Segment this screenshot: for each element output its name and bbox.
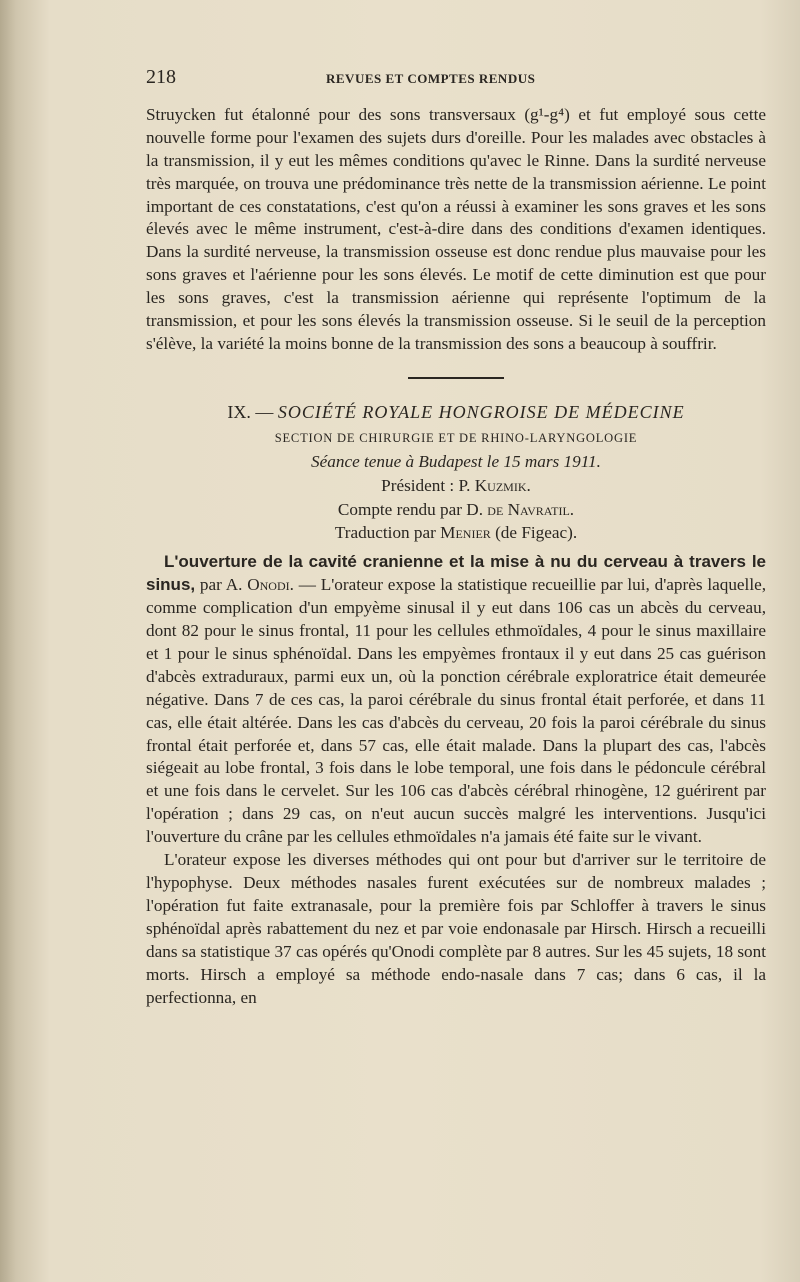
article-author: Onodi. (247, 575, 294, 595)
section-heading (146, 401, 766, 424)
article-by-label: par A. (199, 575, 243, 595)
article-title: L'ouverture de la cavité cranienne et la mise à nu du cerveau à travers le sinus, (146, 552, 766, 595)
translation-label: Traduction par (334, 523, 436, 543)
page-number: 218 (146, 66, 176, 88)
president-line (146, 475, 766, 498)
article-paragraph-1 (146, 551, 766, 849)
page-content (146, 66, 766, 1009)
running-title: REVUES ET COMPTES RENDUS (326, 71, 536, 86)
translator-name: Menier (440, 523, 491, 543)
page-header (146, 66, 766, 91)
report-particle: de (487, 499, 504, 519)
president-label: Président : P. (381, 475, 471, 495)
section-divider (408, 377, 504, 379)
translator-place: (de Figeac). (495, 523, 578, 543)
president-name: Kuzmik. (474, 475, 531, 495)
section-title: SOCIÉTÉ ROYALE HONGROISE DE MÉDECINE (277, 401, 685, 422)
subsection-heading: SECTION DE CHIRURGIE ET DE RHINO-LARYNGOLOGIE (274, 430, 638, 445)
report-line (146, 499, 766, 522)
report-name: Navratil. (507, 499, 575, 519)
section-number: IX. — (227, 401, 274, 422)
translation-line (146, 522, 766, 545)
intro-paragraph: Struycken fut étalonné pour des sons transversaux (g¹-g⁴) et fut employé sous cette nouvelle forme pour l'examen des sujets durs d'oreille. Pour les malades avec obstacles à la transmission, il y eut les mêmes conditions qu'avec le Rinne. Dans la surdité nerveuse très marquée, on trouva une prédominance très nette de la transmission aérienne. Le point important de ces constatations, c'est qu'on a réussi à examiner les sons graves et les sons élevés avec le même instrument, c'est-à-dire dans des conditions d'examen identiques. Dans la surdité nerveuse, la transmission osseuse est donc rendue plus mauvaise pour les sons graves et l'aérienne pour les sons élevés. Le motif de cette diminution est que pour les sons graves, c'est la transmission aérienne qui représente l'optimum de la transmission, et pour les sons élevés la transmission osseuse. Si le seuil de la perception s'élève, la variété la moins bonne de la transmission des sons a beaucoup à souffrir. (146, 104, 766, 353)
report-label: Compte rendu par D. (337, 499, 483, 519)
article-paragraph-2: L'orateur expose les diverses méthodes qui ont pour but d'arriver sur le territoire de l'hypophyse. Deux méthodes nasales furent exécutées sur de nombreux malades ; l'opération fut faite extranasale, pour la première fois par Schloffer à travers le sinus sphénoïdal après rabattement du nez et par voie endonasale par Hirsch. Hirsch a recueilli dans sa statistique 37 cas opérés qu'Onodi complète par 8 autres. Sur les 45 sujets, 18 sont morts. Hirsch a employé sa méthode endo-nasale dans 7 cas; dans 6 cas, il la perfectionna, en (146, 850, 766, 1007)
meeting-line: Séance tenue à Budapest le 15 mars 1911. (311, 451, 601, 471)
article-paragraph-1-text: — L'orateur expose la statistique recueillie par lui, d'après laquelle, comme complication d'un empyème sinusal il y eut dans 106 cas un abcès du cerveau, dont 82 pour le sinus frontal, 11 pour les cellules ethmoïdales, 4 pour le sinus maxillaire et 1 pour le sinus sphénoïdal. Dans les empyèmes frontaux il y eut dans 25 cas guérison d'abcès extraduraux, parmi eux un, où la ponction cérébrale exploratrice était demeurée négative. Dans 7 de ces cas, la paroi cérébrale du sinus frontal était perforée, et dans 11 cas, elle était altérée. Dans les cas d'abcès du cerveau, 20 fois la paroi cérébrale du sinus frontal était perforée et, dans 57 cas, elle était malade. Dans la plupart des cas, l'abcès siégeait au lobe frontal, 3 fois dans le lobe temporal, une fois dans le pédoncule cérébral et une fois dans le cervelet. Sur les 106 cas d'abcès cérébral rhinogène, 12 guérirent par l'opération ; dans 29 cas, on n'eut aucun succès malgré les interventions. Jusqu'ici l'ouverture du crâne par les cellules ethmoïdales n'a jamais été faite sur le vivant. (146, 575, 767, 847)
